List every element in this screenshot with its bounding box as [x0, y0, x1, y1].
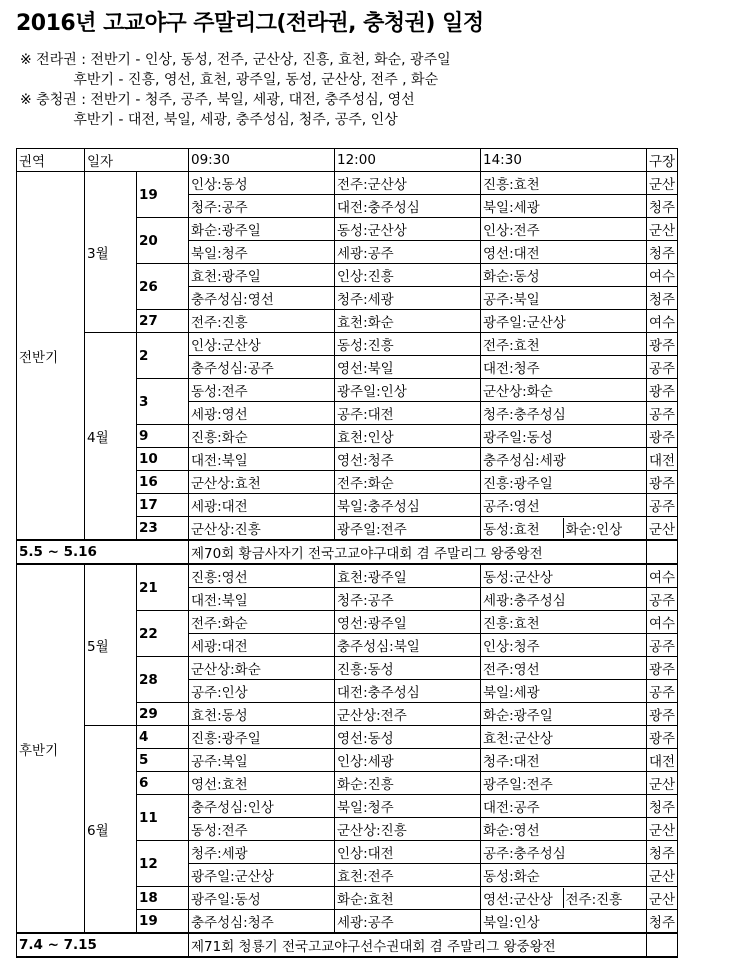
match-cell: 대전:공주	[481, 795, 647, 818]
match-cell	[481, 887, 647, 910]
match-cell: 영선:대전	[481, 241, 647, 264]
schedule-body	[17, 149, 678, 958]
match-cell: 충주성심:북일	[335, 634, 481, 657]
venue-cell: 여수	[647, 310, 678, 333]
venue-cell: 여수	[647, 264, 678, 287]
day-label: 18	[137, 887, 189, 910]
note-line: 후반기 - 진흥, 영선, 효천, 광주일, 동성, 군산상, 전주 , 화순	[20, 72, 439, 88]
day-label: 5	[137, 749, 189, 772]
match-cell: 공주:영선	[481, 494, 647, 517]
schedule-table	[16, 148, 678, 958]
header-date: 일자	[85, 149, 189, 172]
match-cell: 화순:동성	[481, 264, 647, 287]
venue-cell: 공주	[647, 494, 678, 517]
venue-cell: 공주	[647, 588, 678, 611]
match-cell: 전주:효천	[481, 333, 647, 356]
match-cell: 광주일:전주	[481, 772, 647, 795]
venue-cell: 청주	[647, 795, 678, 818]
day-label: 16	[137, 471, 189, 494]
note-line: ※ 충청권 : 전반기 - 청주, 공주, 북일, 세광, 대전, 충주성심, 영선	[20, 92, 415, 108]
match-cell: 동성:진흥	[335, 333, 481, 356]
match-cell: 광주일:전주	[335, 517, 481, 541]
match-cell: 북일:청주	[189, 241, 335, 264]
match-cell: 인상:전주	[481, 218, 647, 241]
match-cell: 군산상:화순	[481, 379, 647, 402]
venue-cell: 군산	[647, 172, 678, 195]
match-cell: 군산상:진흥	[189, 517, 335, 541]
venue-cell: 공주	[647, 634, 678, 657]
day-label: 17	[137, 494, 189, 517]
match-cell: 광주일:동성	[481, 425, 647, 448]
venue-cell: 군산	[647, 772, 678, 795]
venue-cell: 여수	[647, 611, 678, 634]
match-cell: 영선:광주일	[335, 611, 481, 634]
match-cell: 화순:광주일	[481, 703, 647, 726]
match-cell: 군산상:화순	[189, 657, 335, 680]
venue-cell: 군산	[647, 818, 678, 841]
match-sub-cell: 영선:군산상	[481, 888, 564, 908]
tournament-name: 제70회 황금사자기 전국고교야구대회 겸 주말리그 왕중왕전	[189, 540, 647, 564]
match-cell: 청주:공주	[189, 195, 335, 218]
tournament-dates: 5.5 ~ 5.16	[17, 540, 189, 564]
match-cell: 동성:군산상	[335, 218, 481, 241]
venue-cell: 공주	[647, 402, 678, 425]
day-label: 19	[137, 172, 189, 218]
venue-cell: 여수	[647, 564, 678, 588]
match-cell	[481, 517, 647, 541]
venue-cell: 광주	[647, 471, 678, 494]
header-slot-3: 14:30	[481, 149, 647, 172]
match-cell: 대전:충주성심	[335, 680, 481, 703]
match-cell: 청주:공주	[335, 588, 481, 611]
match-cell: 북일:청주	[335, 795, 481, 818]
day-label: 22	[137, 611, 189, 657]
day-label: 21	[137, 564, 189, 611]
match-cell: 공주:대전	[335, 402, 481, 425]
page-title: 2016년 고교야구 주말리그(전라권, 충청권) 일정	[16, 11, 484, 36]
venue-cell: 군산	[647, 887, 678, 910]
day-label: 19	[137, 910, 189, 934]
match-cell: 북일:충주성심	[335, 494, 481, 517]
day-label: 27	[137, 310, 189, 333]
venue-cell: 청주	[647, 910, 678, 934]
match-cell: 대전:북일	[189, 448, 335, 471]
venue-cell: 청주	[647, 195, 678, 218]
match-cell: 인상:청주	[481, 634, 647, 657]
match-cell: 전주:화순	[189, 611, 335, 634]
tournament-name: 제71회 청룡기 전국고교야구선수권대회 겸 주말리그 왕중왕전	[189, 933, 647, 957]
tournament-row	[17, 540, 678, 564]
tournament-venue-empty	[647, 933, 678, 957]
match-cell: 영선:동성	[335, 726, 481, 749]
venue-cell: 광주	[647, 425, 678, 448]
match-cell: 효천:광주일	[189, 264, 335, 287]
day-label: 10	[137, 448, 189, 471]
venue-cell: 대전	[647, 749, 678, 772]
match-cell: 효천:군산상	[481, 726, 647, 749]
month-label: 4월	[85, 333, 137, 541]
day-label: 26	[137, 264, 189, 310]
match-cell: 인상:동성	[189, 172, 335, 195]
match-cell: 진흥:영선	[189, 564, 335, 588]
match-cell: 전주:영선	[481, 657, 647, 680]
match-cell: 세광:충주성심	[481, 588, 647, 611]
match-cell: 효천:전주	[335, 864, 481, 887]
match-cell: 청주:충주성심	[481, 402, 647, 425]
venue-cell: 군산	[647, 517, 678, 541]
day-label: 20	[137, 218, 189, 264]
match-cell: 진흥:화순	[189, 425, 335, 448]
match-cell: 진흥:효천	[481, 611, 647, 634]
half-label: 후반기	[17, 564, 85, 933]
venue-cell: 광주	[647, 703, 678, 726]
match-cell: 동성:전주	[189, 818, 335, 841]
match-cell: 군산상:진흥	[335, 818, 481, 841]
schedule-row	[17, 564, 678, 588]
match-cell: 북일:세광	[481, 195, 647, 218]
match-cell: 화순:진흥	[335, 772, 481, 795]
match-cell: 북일:인상	[481, 910, 647, 934]
header-slot-2: 12:00	[335, 149, 481, 172]
month-label: 5월	[85, 564, 137, 726]
month-label: 6월	[85, 726, 137, 934]
header-slot-1: 09:30	[189, 149, 335, 172]
match-cell: 영선:청주	[335, 448, 481, 471]
match-cell: 청주:세광	[335, 287, 481, 310]
match-sub-cell: 동성:효천	[481, 518, 564, 538]
match-cell: 군산상:효천	[189, 471, 335, 494]
match-cell: 인상:대전	[335, 841, 481, 864]
match-cell: 영선:북일	[335, 356, 481, 379]
month-label: 3월	[85, 172, 137, 333]
venue-cell: 광주	[647, 333, 678, 356]
match-cell: 세광:공주	[335, 241, 481, 264]
match-cell: 진흥:효천	[481, 172, 647, 195]
venue-cell: 청주	[647, 287, 678, 310]
match-sub-cell: 화순:인상	[565, 522, 623, 538]
match-cell: 충주성심:인상	[189, 795, 335, 818]
match-cell: 세광:대전	[189, 634, 335, 657]
match-cell: 전주:화순	[335, 471, 481, 494]
match-cell: 광주일:동성	[189, 887, 335, 910]
match-cell: 동성:전주	[189, 379, 335, 402]
schedule-row	[17, 726, 678, 749]
match-cell: 대전:충주성심	[335, 195, 481, 218]
match-cell: 인상:세광	[335, 749, 481, 772]
match-cell: 공주:인상	[189, 680, 335, 703]
match-cell: 군산상:전주	[335, 703, 481, 726]
note-line: 후반기 - 대전, 북일, 세광, 충주성심, 청주, 공주, 인상	[20, 112, 398, 128]
match-cell: 청주:대전	[481, 749, 647, 772]
day-label: 11	[137, 795, 189, 841]
day-label: 28	[137, 657, 189, 703]
schedule-row	[17, 172, 678, 195]
match-cell: 북일:세광	[481, 680, 647, 703]
venue-cell: 군산	[647, 864, 678, 887]
note-line: ※ 전라권 : 전반기 - 인상, 동성, 전주, 군산상, 진흥, 효천, 화순, 광주일	[20, 52, 451, 68]
match-cell: 대전:북일	[189, 588, 335, 611]
match-cell: 화순:광주일	[189, 218, 335, 241]
match-cell: 청주:세광	[189, 841, 335, 864]
match-sub-cell: 전주:진흥	[565, 892, 623, 908]
match-cell: 대전:청주	[481, 356, 647, 379]
header-venue: 구장	[647, 149, 678, 172]
day-label: 9	[137, 425, 189, 448]
match-cell: 인상:군산상	[189, 333, 335, 356]
venue-cell: 군산	[647, 218, 678, 241]
match-cell: 광주일:인상	[335, 379, 481, 402]
match-cell: 동성:화순	[481, 864, 647, 887]
match-cell: 충주성심:공주	[189, 356, 335, 379]
match-cell: 전주:군산상	[335, 172, 481, 195]
match-cell: 공주:북일	[189, 749, 335, 772]
venue-cell: 공주	[647, 680, 678, 703]
day-label: 2	[137, 333, 189, 379]
header-row	[17, 149, 678, 172]
match-cell: 동성:군산상	[481, 564, 647, 588]
match-cell: 광주일:군산상	[189, 864, 335, 887]
day-label: 3	[137, 379, 189, 425]
match-cell: 공주:충주성심	[481, 841, 647, 864]
match-cell: 충주성심:청주	[189, 910, 335, 934]
region-notes	[20, 50, 451, 130]
match-cell: 전주:진흥	[189, 310, 335, 333]
venue-cell: 청주	[647, 241, 678, 264]
match-cell: 진흥:광주일	[481, 471, 647, 494]
match-cell: 효천:동성	[189, 703, 335, 726]
schedule-row	[17, 333, 678, 356]
match-cell: 화순:효천	[335, 887, 481, 910]
match-cell: 충주성심:영선	[189, 287, 335, 310]
day-label: 12	[137, 841, 189, 887]
match-cell: 충주성심:세광	[481, 448, 647, 471]
day-label: 23	[137, 517, 189, 541]
half-label: 전반기	[17, 172, 85, 541]
venue-cell: 광주	[647, 379, 678, 402]
match-cell: 효천:광주일	[335, 564, 481, 588]
header-region: 권역	[17, 149, 85, 172]
match-cell: 광주일:군산상	[481, 310, 647, 333]
venue-cell: 대전	[647, 448, 678, 471]
venue-cell: 광주	[647, 726, 678, 749]
match-cell: 진흥:광주일	[189, 726, 335, 749]
tournament-row	[17, 933, 678, 957]
venue-cell: 청주	[647, 841, 678, 864]
day-label: 29	[137, 703, 189, 726]
match-cell: 세광:대전	[189, 494, 335, 517]
match-cell: 영선:효천	[189, 772, 335, 795]
day-label: 6	[137, 772, 189, 795]
tournament-dates: 7.4 ~ 7.15	[17, 933, 189, 957]
match-cell: 세광:공주	[335, 910, 481, 934]
match-cell: 공주:북일	[481, 287, 647, 310]
day-label: 4	[137, 726, 189, 749]
match-cell: 인상:진흥	[335, 264, 481, 287]
match-cell: 세광:영선	[189, 402, 335, 425]
match-cell: 효천:화순	[335, 310, 481, 333]
match-cell: 효천:인상	[335, 425, 481, 448]
venue-cell: 광주	[647, 657, 678, 680]
venue-cell: 공주	[647, 356, 678, 379]
tournament-venue-empty	[647, 540, 678, 564]
match-cell: 화순:영선	[481, 818, 647, 841]
match-cell: 진흥:동성	[335, 657, 481, 680]
